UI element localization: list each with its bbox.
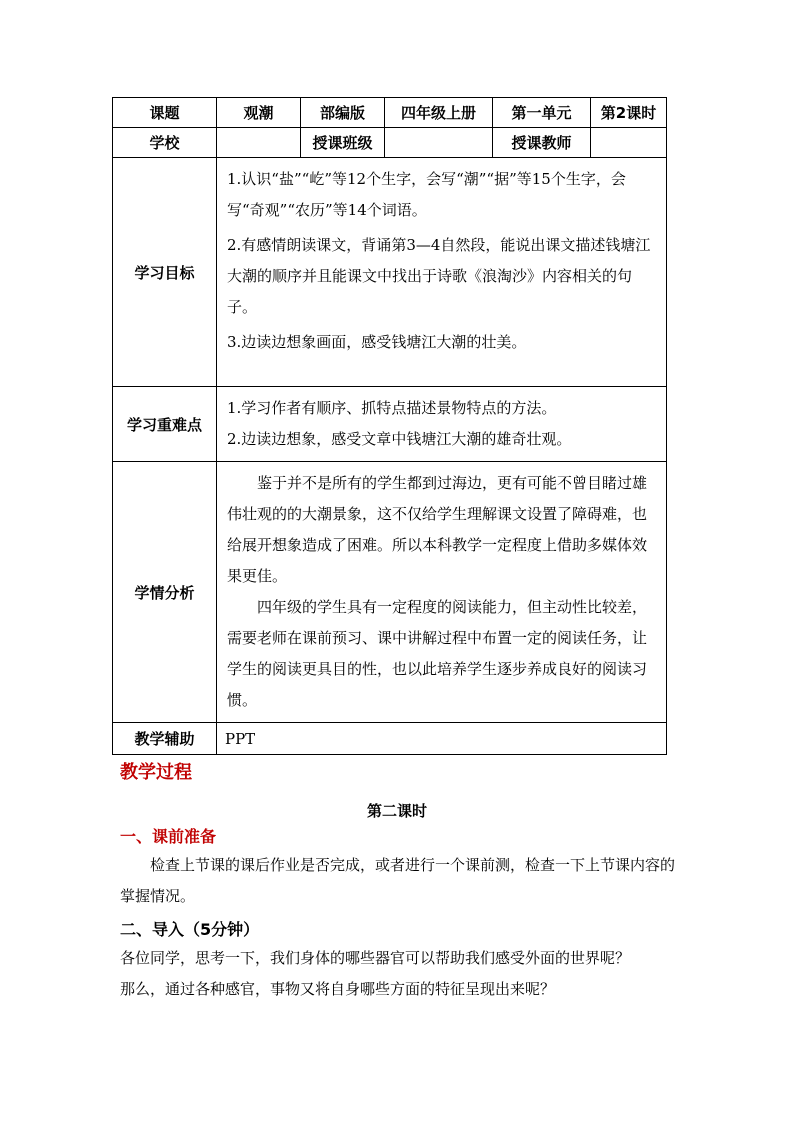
- lesson-title-cell: 观潮: [217, 98, 301, 128]
- class-label: 授课班级: [301, 128, 385, 158]
- analysis-paragraph: 鉴于并不是所有的学生都到过海边，更有可能不曾目睹过雄伟壮观的的大潮景象，这不仅给学生理解课文设置了障碍难，也给展开想象造成了困难。所以本科教学一定程度上借助多媒体效果更佳。: [227, 474, 648, 585]
- goal-item: 3.边读边想象画面，感受钱塘江大潮的壮美。: [227, 333, 527, 351]
- teacher-label: 授课教师: [493, 128, 591, 158]
- aids-label: 教学辅助: [113, 723, 217, 755]
- goals-content: [217, 158, 667, 387]
- lesson-period-heading: 第二课时: [366, 802, 427, 820]
- table-row: [113, 128, 667, 158]
- lesson-info-table: [112, 97, 667, 755]
- period-cell: 第2课时: [591, 98, 667, 128]
- key-points-label: 学习重难点: [113, 387, 217, 462]
- table-row: [113, 462, 667, 723]
- introduction-line: 那么，通过各种感官，事物又将自身哪些方面的特征呈现出来呢？: [120, 980, 556, 998]
- goal-item: 2.有感情朗读课文，背诵第3—4自然段，能说出课文描述钱塘江大潮的顺序并且能课文中找出于诗歌《浪淘沙》内容相关的句子。: [227, 236, 651, 316]
- analysis-label: 学情分析: [113, 462, 217, 723]
- preparation-text: 检查上节课的课后作业是否完成，或者进行一个课前测，检查一下上节课内容的掌握情况。: [120, 856, 676, 905]
- key-point-item: 2.边读边想象，感受文章中钱塘江大潮的雄奇壮观。: [227, 430, 572, 448]
- edition-cell: 部编版: [301, 98, 385, 128]
- unit-cell: 第一单元: [493, 98, 591, 128]
- school-value: [217, 128, 301, 158]
- aids-value: PPT: [217, 723, 667, 755]
- analysis-content: [217, 462, 667, 723]
- key-point-item: 1.学习作者有顺序、抓特点描述景物特点的方法。: [227, 399, 557, 417]
- section-heading-introduction: 二、导入（5分钟）: [120, 920, 260, 939]
- goals-label: 学习目标: [113, 158, 217, 387]
- introduction-line: 各位同学，思考一下，我们身体的哪些器官可以帮助我们感受外面的世界呢？: [120, 949, 631, 967]
- class-value: [385, 128, 493, 158]
- section-heading-preparation: 一、课前准备: [120, 827, 217, 846]
- subject-label: 课题: [113, 98, 217, 128]
- school-label: 学校: [113, 128, 217, 158]
- goal-item: 1.认识“盐”“屹”等12个生字，会写“潮”“据”等15个生字，会写“奇观”“农历”等14个词语。: [227, 170, 626, 219]
- table-row: [113, 723, 667, 755]
- key-points-content: [217, 387, 667, 462]
- table-row: [113, 158, 667, 387]
- analysis-paragraph: 四年级的学生具有一定程度的阅读能力，但主动性比较差，需要老师在课前预习、课中讲解过程中布置一定的阅读任务，让学生的阅读更具目的性，也以此培养学生逐步养成良好的阅读习惯。: [227, 598, 648, 709]
- introduction-text: [120, 943, 676, 1005]
- teacher-value: [591, 128, 667, 158]
- process-title: 教学过程: [120, 762, 192, 783]
- grade-volume-cell: 四年级上册: [385, 98, 493, 128]
- table-row: [113, 98, 667, 128]
- table-row: [113, 387, 667, 462]
